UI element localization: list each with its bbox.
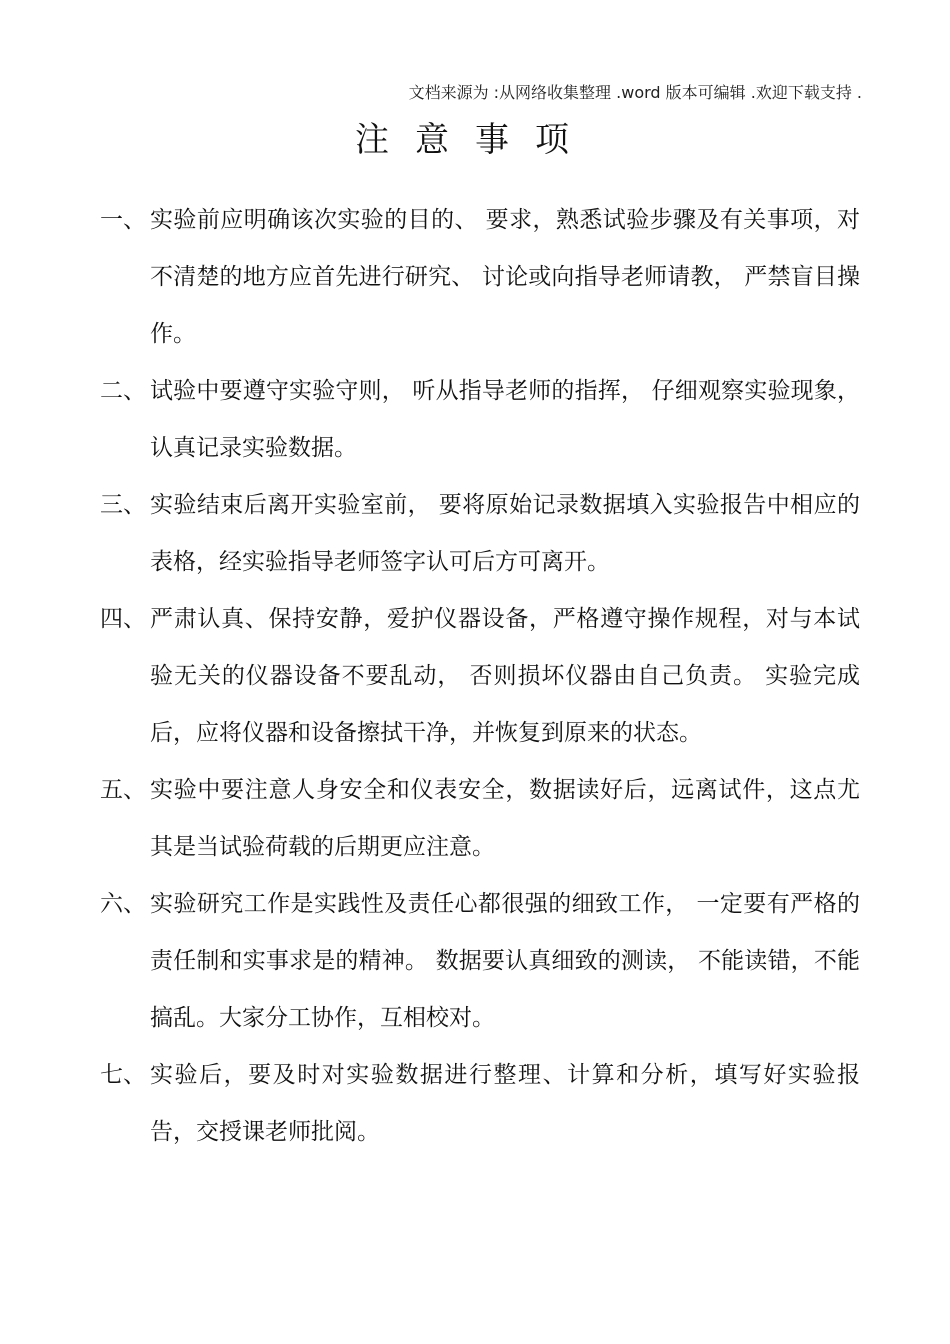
notice-item-2	[100, 363, 860, 477]
notice-text: 实验研究工作是实践性及责任心都很强的细致工作， 一定要有严格的责任制和实事求是的精神。 数据要认真细致的测读， 不能读错，不能搞乱。大家分工协作，互相校对。	[150, 891, 860, 1031]
notice-number: 七、	[100, 1062, 146, 1088]
notice-number: 五、	[100, 777, 146, 803]
notice-text: 试验中要遵守实验守则， 听从指导老师的指挥， 仔细观察实验现象，认真记录实验数据。	[150, 378, 860, 461]
notice-text: 实验结束后离开实验室前， 要将原始记录数据填入实验报告中相应的表格，经实验指导老师签字认可后方可离开。	[150, 492, 860, 575]
notice-text: 实验后，要及时对实验数据进行整理、计算和分析，填写好实验报告，交授课老师批阅。	[150, 1062, 860, 1145]
notice-item-6	[100, 876, 860, 1047]
notice-text: 严肃认真、保持安静，爱护仪器设备，严格遵守操作规程，对与本试验无关的仪器设备不要乱动， 否则损坏仪器由自己负责。 实验完成后，应将仪器和设备擦拭干净，并恢复到原来的状态。	[150, 606, 860, 746]
notice-item-1	[100, 192, 860, 363]
notice-text: 实验前应明确该次实验的目的、 要求，熟悉试验步骤及有关事项，对不清楚的地方应首先进行研究、 讨论或向指导老师请教， 严禁盲目操作。	[150, 207, 860, 347]
notice-list	[100, 192, 860, 1161]
notice-number: 四、	[100, 606, 146, 632]
page-title: 注意事项	[355, 120, 595, 160]
notice-item-7	[100, 1047, 860, 1161]
notice-item-5	[100, 762, 860, 876]
header-source-note: 文档来源为 :从网络收集整理 .word 版本可编辑 .欢迎下载支持 .	[408, 83, 862, 102]
notice-item-4	[100, 591, 860, 762]
notice-number: 三、	[100, 492, 146, 518]
notice-number: 六、	[100, 891, 146, 917]
notice-text: 实验中要注意人身安全和仪表安全，数据读好后，远离试件，这点尤其是当试验荷载的后期更应注意。	[150, 777, 860, 860]
notice-number: 二、	[100, 378, 146, 404]
notice-item-3	[100, 477, 860, 591]
notice-number: 一、	[100, 207, 146, 233]
